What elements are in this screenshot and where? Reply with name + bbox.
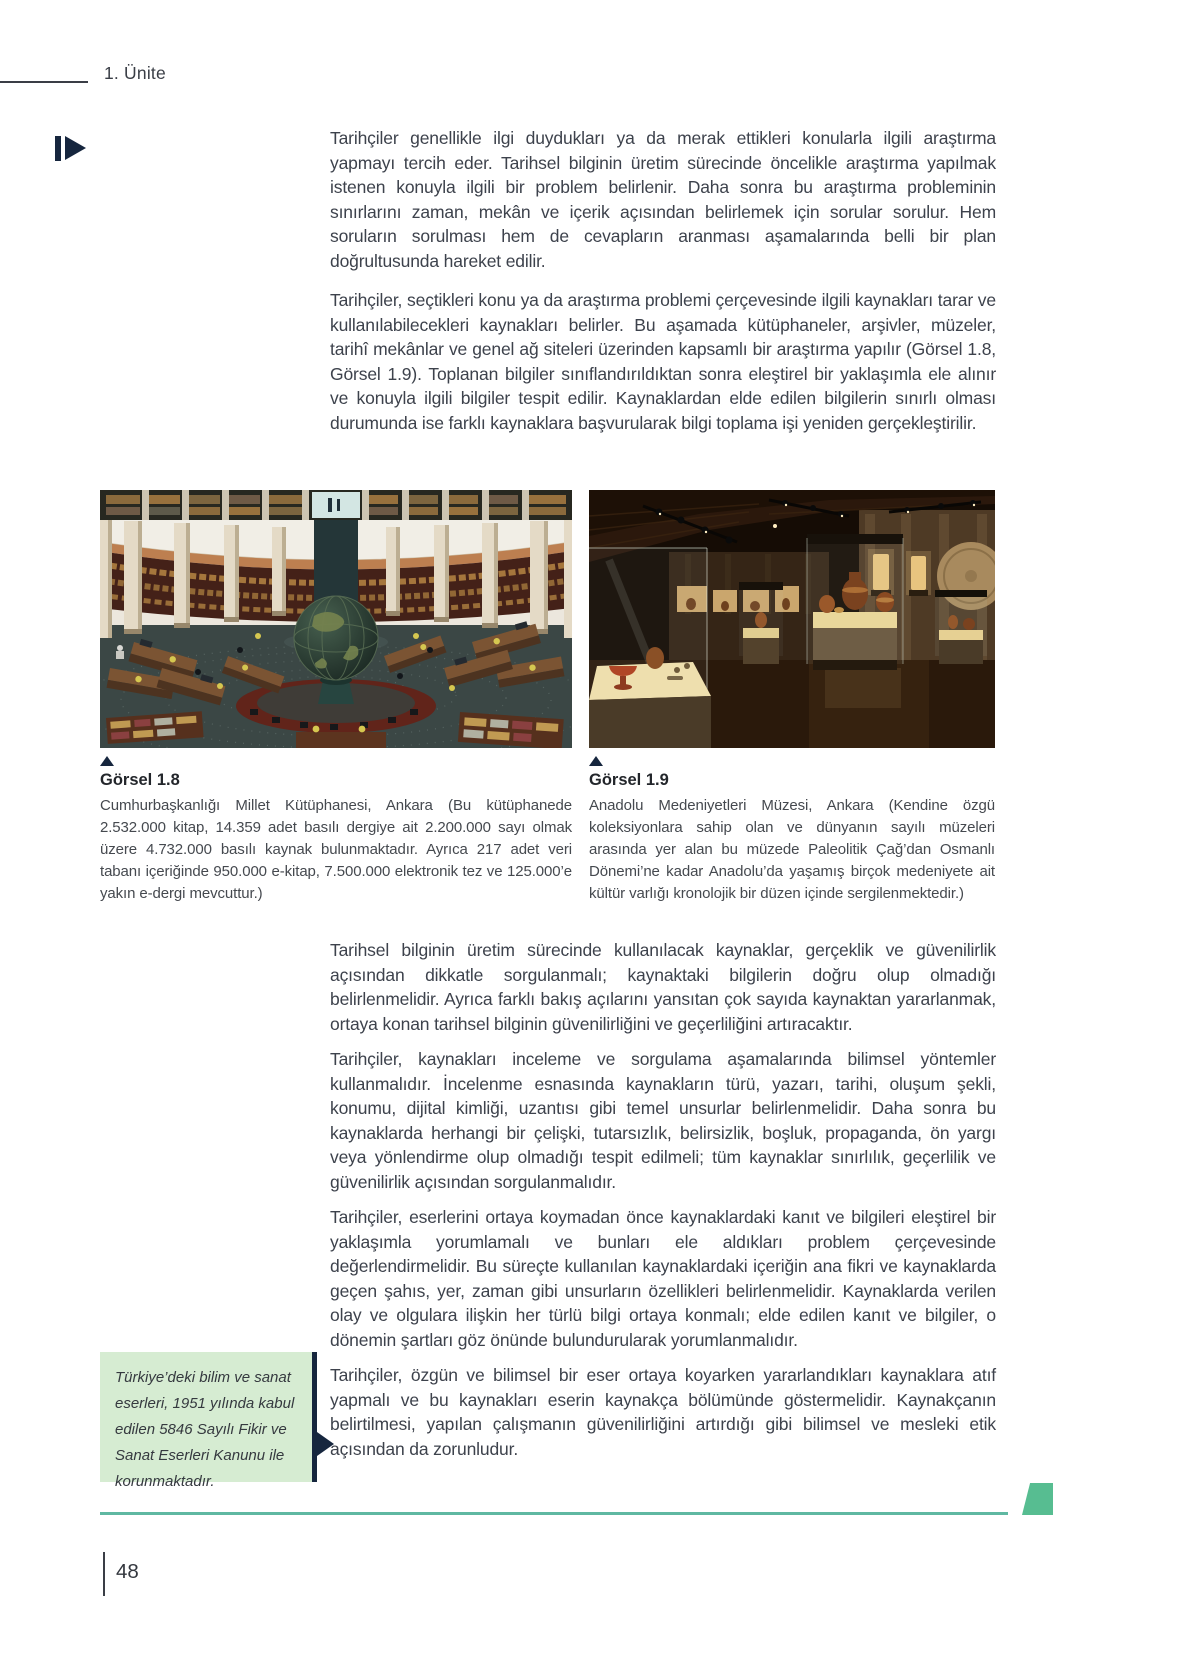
paragraph-4: Tarihçiler, kaynakları inceleme ve sorgulama aşamalarında bilimsel yöntemler kullanmalıdır. İncelenme esnasında kaynakların türü, yazarı, tarihi, oluşum şekli, konumu, dijital kimliği, uzantısı gibi temel unsurlar belirlenmelidir. Daha sonra bu kaynaklarda herhangi bir çelişki, tutarsızlık, belirsizlik, boşluk, propaganda, ön yargı veya yönlendirme olup olmadığı tespit edilmeli; tüm kaynaklar sınırlılık, geçerlilik ve güvenilirlik açısından sorgulanmalıdır. — [330, 1049, 996, 1192]
paragraph-3: Tarihsel bilginin üretim sürecinde kullanılacak kaynaklar, gerçeklik ve güvenilirlik açısından dikkatle sorgulanmalı; kaynaktaki bilgilerin doğru olup olmadığı belirlenmelidir. Ayrıca farklı bakış açılarını yansıtan çok sayıda kaynaktan yararlanmak, ortaya konan tarihsel bilginin güvenilirliğini ve geçerliliğini artıracaktır. — [330, 940, 996, 1034]
figure-marker-icon — [589, 756, 603, 766]
museum-photo — [589, 490, 995, 748]
body-text-block-1 — [330, 126, 996, 450]
page-number-bar — [103, 1552, 105, 1596]
figure-1-9 — [589, 490, 995, 905]
unit-label: 1. Ünite — [104, 63, 166, 83]
law-note-box — [100, 1352, 312, 1490]
section-marker-play-icon — [55, 136, 86, 162]
figure-caption-text: Anadolu Medeniyetleri Müzesi, Ankara (Kendine özgü koleksiyonlara sahip olan ve dünyanın sayılı müzeleri arasında yer alan bu müzede Paleolitik Çağ’dan Osmanlı Dönemi’ne kadar Anadolu’da yaşamış birçok medeniyete ait kültür varlığı kronolojik bir düzen içinde sergilenmektedir.) — [589, 797, 995, 902]
note-pointer-icon — [317, 1432, 334, 1456]
paragraph-5: Tarihçiler, eserlerini ortaya koymadan önce kaynaklardaki kanıt ve bilgileri eleştirel bir yaklaşımla yorumlamalı ve bunları ele aldıkları problem çerçevesinde değerlendirmelidir. Bu süreçte kullanılan kaynaklardaki içeriğin ana fikri ve kaynaklarda geçen şahıs, yer, zaman gibi unsurların özellikleri belirlenmelidir. Kaynaklarda verilen olay ve olgulara ilişkin her türlü bilgi ortaya konmalı; elde edilen kanıt ve bilgiler, o dönemin şartları göz önünde bulundurularak yorumlanmalıdır. — [330, 1207, 996, 1350]
figure-title: Görsel 1.8 — [100, 771, 180, 789]
marker-bar — [55, 136, 61, 161]
note-text: Türkiye’deki bilim ve sanat eserleri, 1951 yılında kabul edilen 5846 Sayılı Fikir ve Sanat Eserleri Kanunu ile korunmaktadır. — [115, 1369, 295, 1490]
paragraph-1: Tarihçiler genellikle ilgi duydukları ya da merak ettikleri konularla ilgili araştırma yapmayı tercih eder. Tarihsel bilginin üretim sürecinde öncelikle araştırma yapılmak istenen konuyla ilgili bir problem belirlenir. Daha sonra bu araştırma probleminin sınırlarını zaman, mekân ve içerik açısından belirlemek için sorular sorulur. Hem soruların sorulması hem de cevapların aranması aşamalarında belli bir plan doğrultusunda hareket edilir. — [330, 128, 996, 271]
unit-header-rule — [0, 81, 88, 83]
figure-1-9-caption — [589, 756, 995, 905]
figure-1-8 — [100, 490, 572, 905]
figure-title: Görsel 1.9 — [589, 771, 669, 789]
library-photo — [100, 490, 572, 748]
figure-caption-text: Cumhurbaşkanlığı Millet Kütüphanesi, Ankara (Bu kütüphanede 2.532.000 kitap, 14.359 adet basılı dergiye ait 2.200.000 sayı olmak üzere 4.732.000 basılı kaynak bulunmaktadır. Ayrıca 217 adet veri tabanı içeriğinde 950.000 e-kitap, 7.500.000 elektronik tez ve 125.000’e yakın e-dergi mevcuttur.) — [100, 797, 572, 902]
corner-accent-shape — [1022, 1483, 1053, 1515]
paragraph-6: Tarihçiler, özgün ve bilimsel bir eser ortaya koyarken yararlandıkları kaynaklara atıf yapmalı ve bu kaynakları eserin kaynakça bölümünde göstermelidir. Kaynakçanın belirtilmesi, yapılan çalışmanın güvenilirliğini artırdığı gibi bilimsel ve mesleki etik açısından da zorunludur. — [330, 1365, 996, 1459]
page-number: 48 — [116, 1560, 139, 1583]
figure-marker-icon — [100, 756, 114, 766]
body-text-block-2 — [330, 938, 996, 1472]
paragraph-2: Tarihçiler, seçtikleri konu ya da araştırma problemi çerçevesinde ilgili kaynakları tarar ve kullanılabilecekleri kaynakları belirler. Bu aşamada kütüphaneler, arşivler, müzeler, tarihî mekânlar ve genel ağ siteleri üzerinden kapsamlı bir araştırma yapılır (Görsel 1.8, Görsel 1.9). Toplanan bilgiler sınıflandırıldıktan sonra eleştirel bir yaklaşımla ele alınır ve konuyla ilgili bilgiler tespit edilir. Kaynaklardan elde edilen bilgilerin sınırlı olması durumunda ise farklı kaynaklara başvurularak bilgi toplama işi yeniden gerçekleştirilir. — [330, 290, 996, 433]
note-box-edge-bar — [312, 1352, 317, 1482]
footer-rule — [100, 1512, 1008, 1515]
figure-1-8-caption — [100, 756, 572, 905]
marker-triangle — [65, 136, 86, 160]
